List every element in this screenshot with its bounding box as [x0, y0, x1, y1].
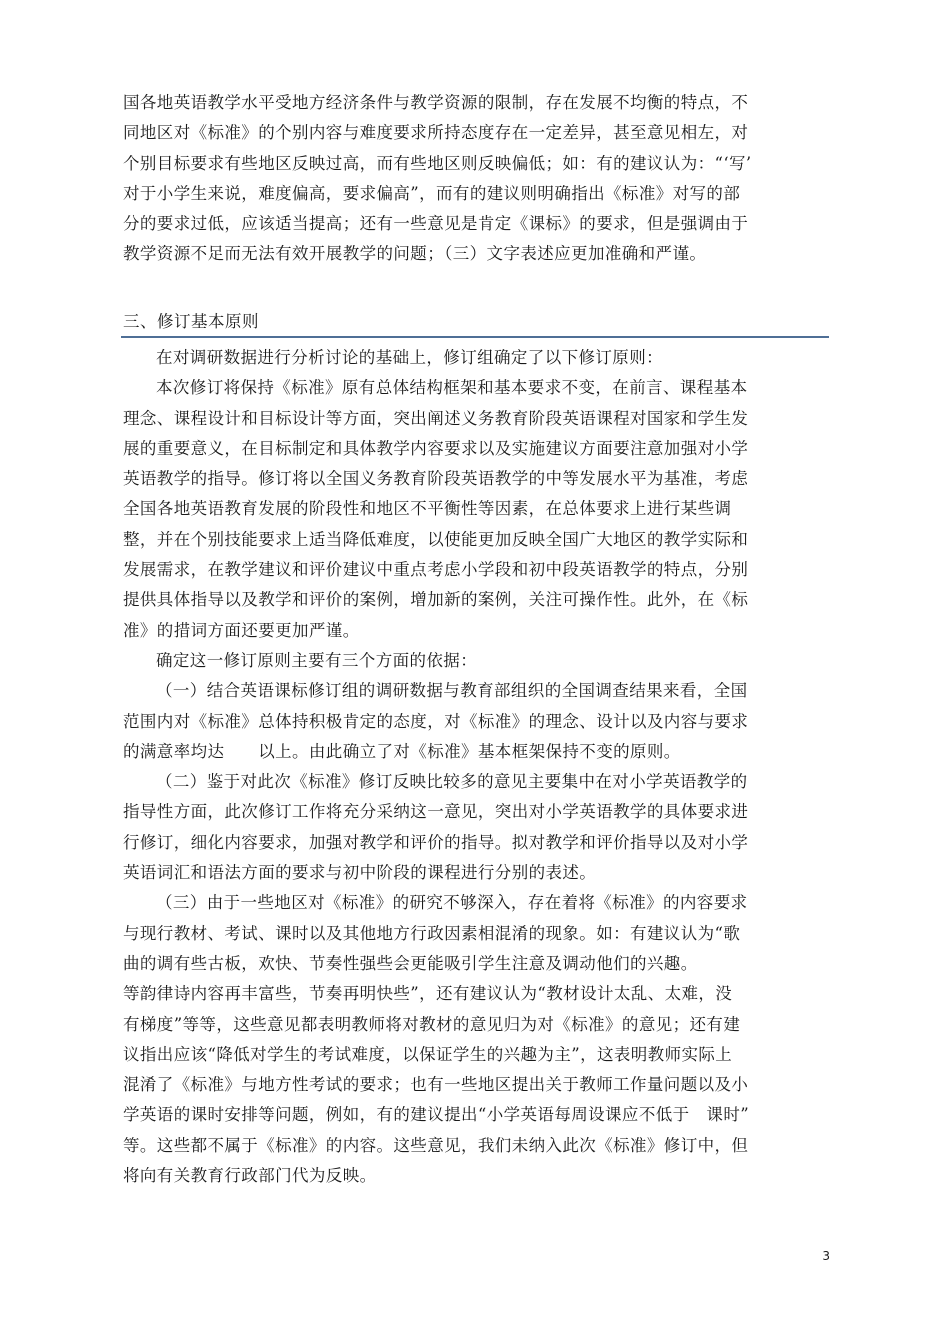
- text-line: 有梯度”等等，这些意见都表明教师将对教材的意见归为对《标准》的意见；还有建: [123, 1014, 741, 1034]
- text-line: 等韵律诗内容再丰富些，节奏再明快些”，还有建议认为“教材设计太乱、太难，没: [123, 984, 733, 1004]
- paragraph-2: [123, 373, 828, 646]
- text-line: 混淆了《标准》与地方性考试的要求；也有一些地区提出关于教师工作量问题以及小: [123, 1075, 749, 1095]
- text-line: 的满意率均达 以上。由此确立了对《标准》基本框架保持不变的原则。: [123, 741, 681, 761]
- text-line: 展的重要意义，在目标制定和具体教学内容要求以及实施建议方面要注意加强对小学: [123, 438, 749, 458]
- text-line: 提供具体指导以及教学和评价的案例，增加新的案例，关注可操作性。此外，在《标: [123, 590, 749, 610]
- text-line: （一）结合英语课标修订组的调研数据与教育部组织的全国调查结果来看，全国: [156, 681, 748, 701]
- text-line: 教学资源不足而无法有效开展教学的问题；（三）文字表述应更加准确和严谨。: [123, 244, 707, 264]
- text-line: 指导性方面，此次修订工作将充分采纳这一意见，突出对小学英语教学的具体要求进: [123, 802, 749, 822]
- paragraph-3: [123, 646, 828, 676]
- heading-divider: [121, 336, 829, 338]
- text-line: 全国各地英语教育发展的阶段性和地区不平衡性等因素，在总体要求上进行某些调: [123, 499, 732, 519]
- section-heading: 三、修订基本原则: [123, 312, 259, 331]
- intro-paragraph: [123, 88, 828, 270]
- text-line: 在对调研数据进行分析讨论的基础上，修订组确定了以下修订原则：: [156, 348, 663, 367]
- text-line: 个别目标要求有些地区反映过高，而有些地区则反映偏低；如：有的建议认为：“‘写’: [123, 153, 752, 173]
- text-line: 学英语的课时安排等问题，例如，有的建议提出“小学英语每周设课应不低于 课时”: [123, 1105, 750, 1125]
- text-line: 本次修订将保持《标准》原有总体结构框架和基本要求不变，在前言、课程基本: [156, 378, 748, 398]
- text-line: 将向有关教育行政部门代为反映。: [123, 1166, 377, 1186]
- text-line: （二）鉴于对此次《标准》修订反映比较多的意见主要集中在对小学英语教学的: [156, 772, 748, 792]
- text-line: 议指出应该“降低对学生的考试难度，以保证学生的兴趣为主”，这表明教师实际上: [123, 1044, 733, 1064]
- text-line: 理念、课程设计和目标设计等方面，突出阐述义务教育阶段英语课程对国家和学生发: [123, 408, 749, 428]
- intro-text: [123, 88, 828, 270]
- text-line: 行修订，细化内容要求，加强对教学和评价的指导。拟对教学和评价指导以及对小学: [123, 832, 749, 852]
- text-line: 分的要求过低，应该适当提高；还有一些意见是肯定《课标》的要求，但是强调由于: [123, 214, 749, 234]
- text-line: 英语教学的指导。修订将以全国义务教育阶段英语教学的中等发展水平为基准，考虑: [123, 469, 749, 489]
- text-line: 确定这一修订原则主要有三个方面的依据：: [156, 650, 478, 670]
- text-line: （三）由于一些地区对《标准》的研究不够深入，存在着将《标准》的内容要求: [156, 893, 748, 913]
- paragraph-1: [123, 343, 828, 373]
- text-line: 同地区对《标准》的个别内容与难度要求所持态度存在一定差异，甚至意见相左，对: [123, 123, 749, 143]
- text-line: 英语词汇和语法方面的要求与初中阶段的课程进行分别的表述。: [123, 863, 597, 883]
- text-line: 曲的调有些古板，欢快、节奏性强些会更能吸引学生注意及调动他们的兴趣。: [123, 953, 698, 973]
- text-line: 国各地英语教学水平受地方经济条件与教学资源的限制，存在发展不均衡的特点，不: [123, 93, 749, 112]
- paragraph-5: [123, 767, 828, 888]
- page-number: 3: [822, 1249, 830, 1263]
- paragraph-4: [123, 676, 828, 767]
- text-line: 范围内对《标准》总体持积极肯定的态度，对《标准》的理念、设计以及内容与要求: [123, 711, 749, 731]
- text-line: 对于小学生来说，难度偏高，要求偏高”，而有的建议则明确指出《标准》对写的部: [123, 183, 741, 203]
- section-body: [123, 343, 828, 1191]
- paragraph-6: [123, 888, 828, 1191]
- text-line: 发展需求，在教学建议和评价建议中重点考虑小学段和初中段英语教学的特点，分别: [123, 560, 749, 580]
- text-line: 与现行教材、考试、课时以及其他地方行政因素相混淆的现象。如：有建议认为“歌: [123, 923, 741, 943]
- text-line: 准》的措词方面还要更加严谨。: [123, 620, 360, 640]
- text-line: 等。这些都不属于《标准》的内容。这些意见，我们未纳入此次《标准》修订中，但: [123, 1135, 749, 1155]
- text-line: 整，并在个别技能要求上适当降低难度，以使能更加反映全国广大地区的教学实际和: [123, 529, 749, 549]
